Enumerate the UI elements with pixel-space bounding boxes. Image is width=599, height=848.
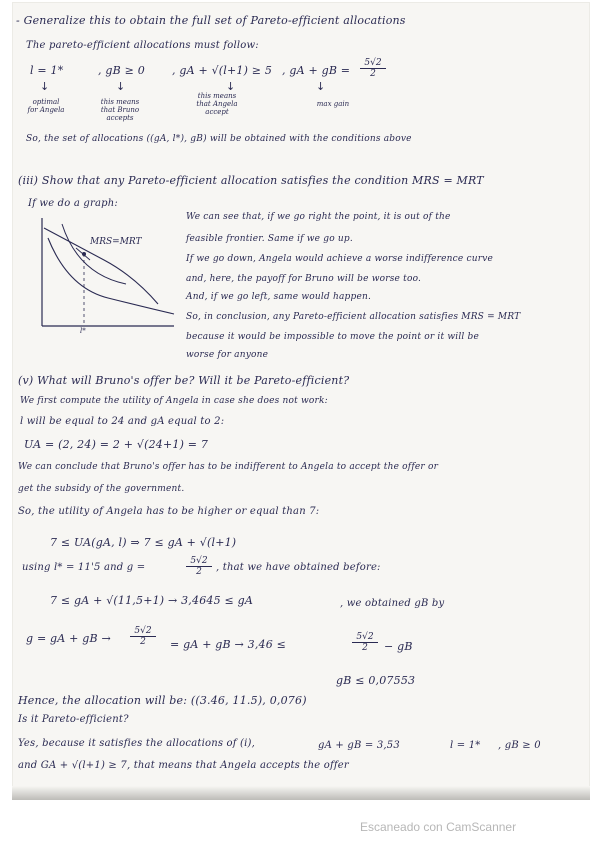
camscanner-watermark: Escaneado con CamScanner [360, 820, 517, 834]
line-inequality: 7 ≤ UA(gA, l) ⇒ 7 ≤ gA + √(l+1) [50, 536, 237, 549]
line-ga-bound: 7 ≤ gA + √(11,5+1) → 3,4645 ≤ gA [50, 594, 253, 607]
line-l-equal-24: l will be equal to 24 and gA equal to 2: [20, 416, 225, 427]
condition-sum: , gA + gB = [282, 64, 351, 77]
mrs-mrt-graph [28, 214, 178, 334]
line-do-graph: If we do a graph: [28, 198, 118, 209]
line-subsidy: get the subsidy of the government. [18, 484, 185, 494]
fraction-5root2-b: $\frac{5√2}{2}$ [186, 556, 212, 577]
line-gb-bound-expr: = gA + gB → 3,46 ≤ [170, 638, 287, 651]
arrow-down-2: ↓ [116, 80, 126, 93]
note-bruno-accepts: this means that Bruno accepts [100, 98, 140, 122]
line-angela-accepts: and GA + √(l+1) ≥ 7, that means that Angela accepts the offer [18, 760, 349, 771]
note-optimal-angela: optimal for Angela [27, 98, 65, 114]
fraction-5root2-a: $\frac{5√2}{2}$ [360, 58, 386, 79]
reason-4: and, here, the payoff for Bruno will be worse too. [186, 274, 422, 284]
fraction-5root2-d: $\frac{5√2}{2}$ [352, 632, 378, 653]
reason-1: We can see that, if we go right the point, it is out of the [186, 212, 451, 222]
line-compute-utility: We first compute the utility of Angela in case she does not work: [20, 396, 328, 406]
arrow-down-3: ↓ [226, 80, 236, 93]
arrow-down-1: ↓ [40, 80, 50, 93]
line-allocation-result: Hence, the allocation will be: ((3.46, 11.5), 0,076) [18, 694, 307, 707]
reason-6: So, in conclusion, any Pareto-efficient allocation satisfies MRS = MRT [186, 312, 521, 322]
line-minus-gb: − gB [384, 640, 413, 653]
line-utility-higher: So, the utility of Angela has to be higher or equal than 7: [18, 506, 320, 517]
reason-3: If we go down, Angela would achieve a worse indifference curve [186, 254, 494, 264]
arrow-down-4: ↓ [316, 80, 326, 93]
note-max-gain: max gain [316, 100, 350, 108]
indifference-curve-2 [62, 224, 126, 284]
line-using: using l* = 11'5 and g = [22, 562, 146, 573]
line-sum-result: gA + gB = 3,53 [318, 740, 400, 751]
reason-5: And, if we go left, same would happen. [186, 292, 372, 302]
line-g-sum: g = gA + gB → [26, 632, 111, 645]
line-is-pareto: Is it Pareto-efficient? [18, 714, 129, 725]
line-yes-because: Yes, because it satisfies the allocations of (i), [18, 738, 256, 749]
condition-l: l = 1* [30, 64, 64, 77]
reason-8: worse for anyone [186, 350, 269, 360]
reason-2: feasible frontier. Same if we go up. [186, 234, 353, 244]
page-edge-shadow [12, 786, 590, 800]
condition-ga-root: , gA + √(l+1) ≥ 5 [172, 64, 273, 77]
line-set-of-allocations: So, the set of allocations ((gA, l*), gB) will be obtained with the conditions above [26, 134, 412, 144]
graph-axis-label: l* [80, 327, 86, 334]
line-l-star: l = 1* [450, 740, 481, 751]
condition-gb: , gB ≥ 0 [98, 64, 145, 77]
line-obtain-gb: , we obtained gB by [340, 598, 445, 609]
reason-7: because it would be impossible to move the point or it will be [186, 332, 480, 342]
line-gb-nonneg: , gB ≥ 0 [498, 740, 541, 751]
fraction-5root2-c: $\frac{5√2}{2}$ [130, 626, 156, 647]
line-ua-equation: UA = (2, 24) = 2 + √(24+1) = 7 [24, 438, 209, 451]
tangent-line [76, 248, 90, 260]
line-gb-result: gB ≤ 0,07553 [336, 674, 416, 687]
line-obtained-before: , that we have obtained before: [216, 562, 381, 573]
note-angela-accept: this means that Angela accept [196, 92, 238, 116]
line-conclude: We can conclude that Bruno's offer has to be indifferent to Angela to accept the offer or [18, 462, 439, 472]
heading-iii: (iii) Show that any Pareto-efficient allocation satisfies the condition MRS = MRT [18, 174, 484, 187]
line-pareto-must-follow: The pareto-efficient allocations must follow: [26, 40, 259, 51]
line-generalize: - Generalize this to obtain the full set of Pareto-efficient allocations [16, 14, 406, 27]
heading-v: (v) What will Bruno's offer be? Will it be Pareto-efficient? [18, 374, 350, 387]
graph-label-mrs-mrt: MRS=MRT [90, 237, 142, 247]
indifference-curve [48, 238, 174, 314]
